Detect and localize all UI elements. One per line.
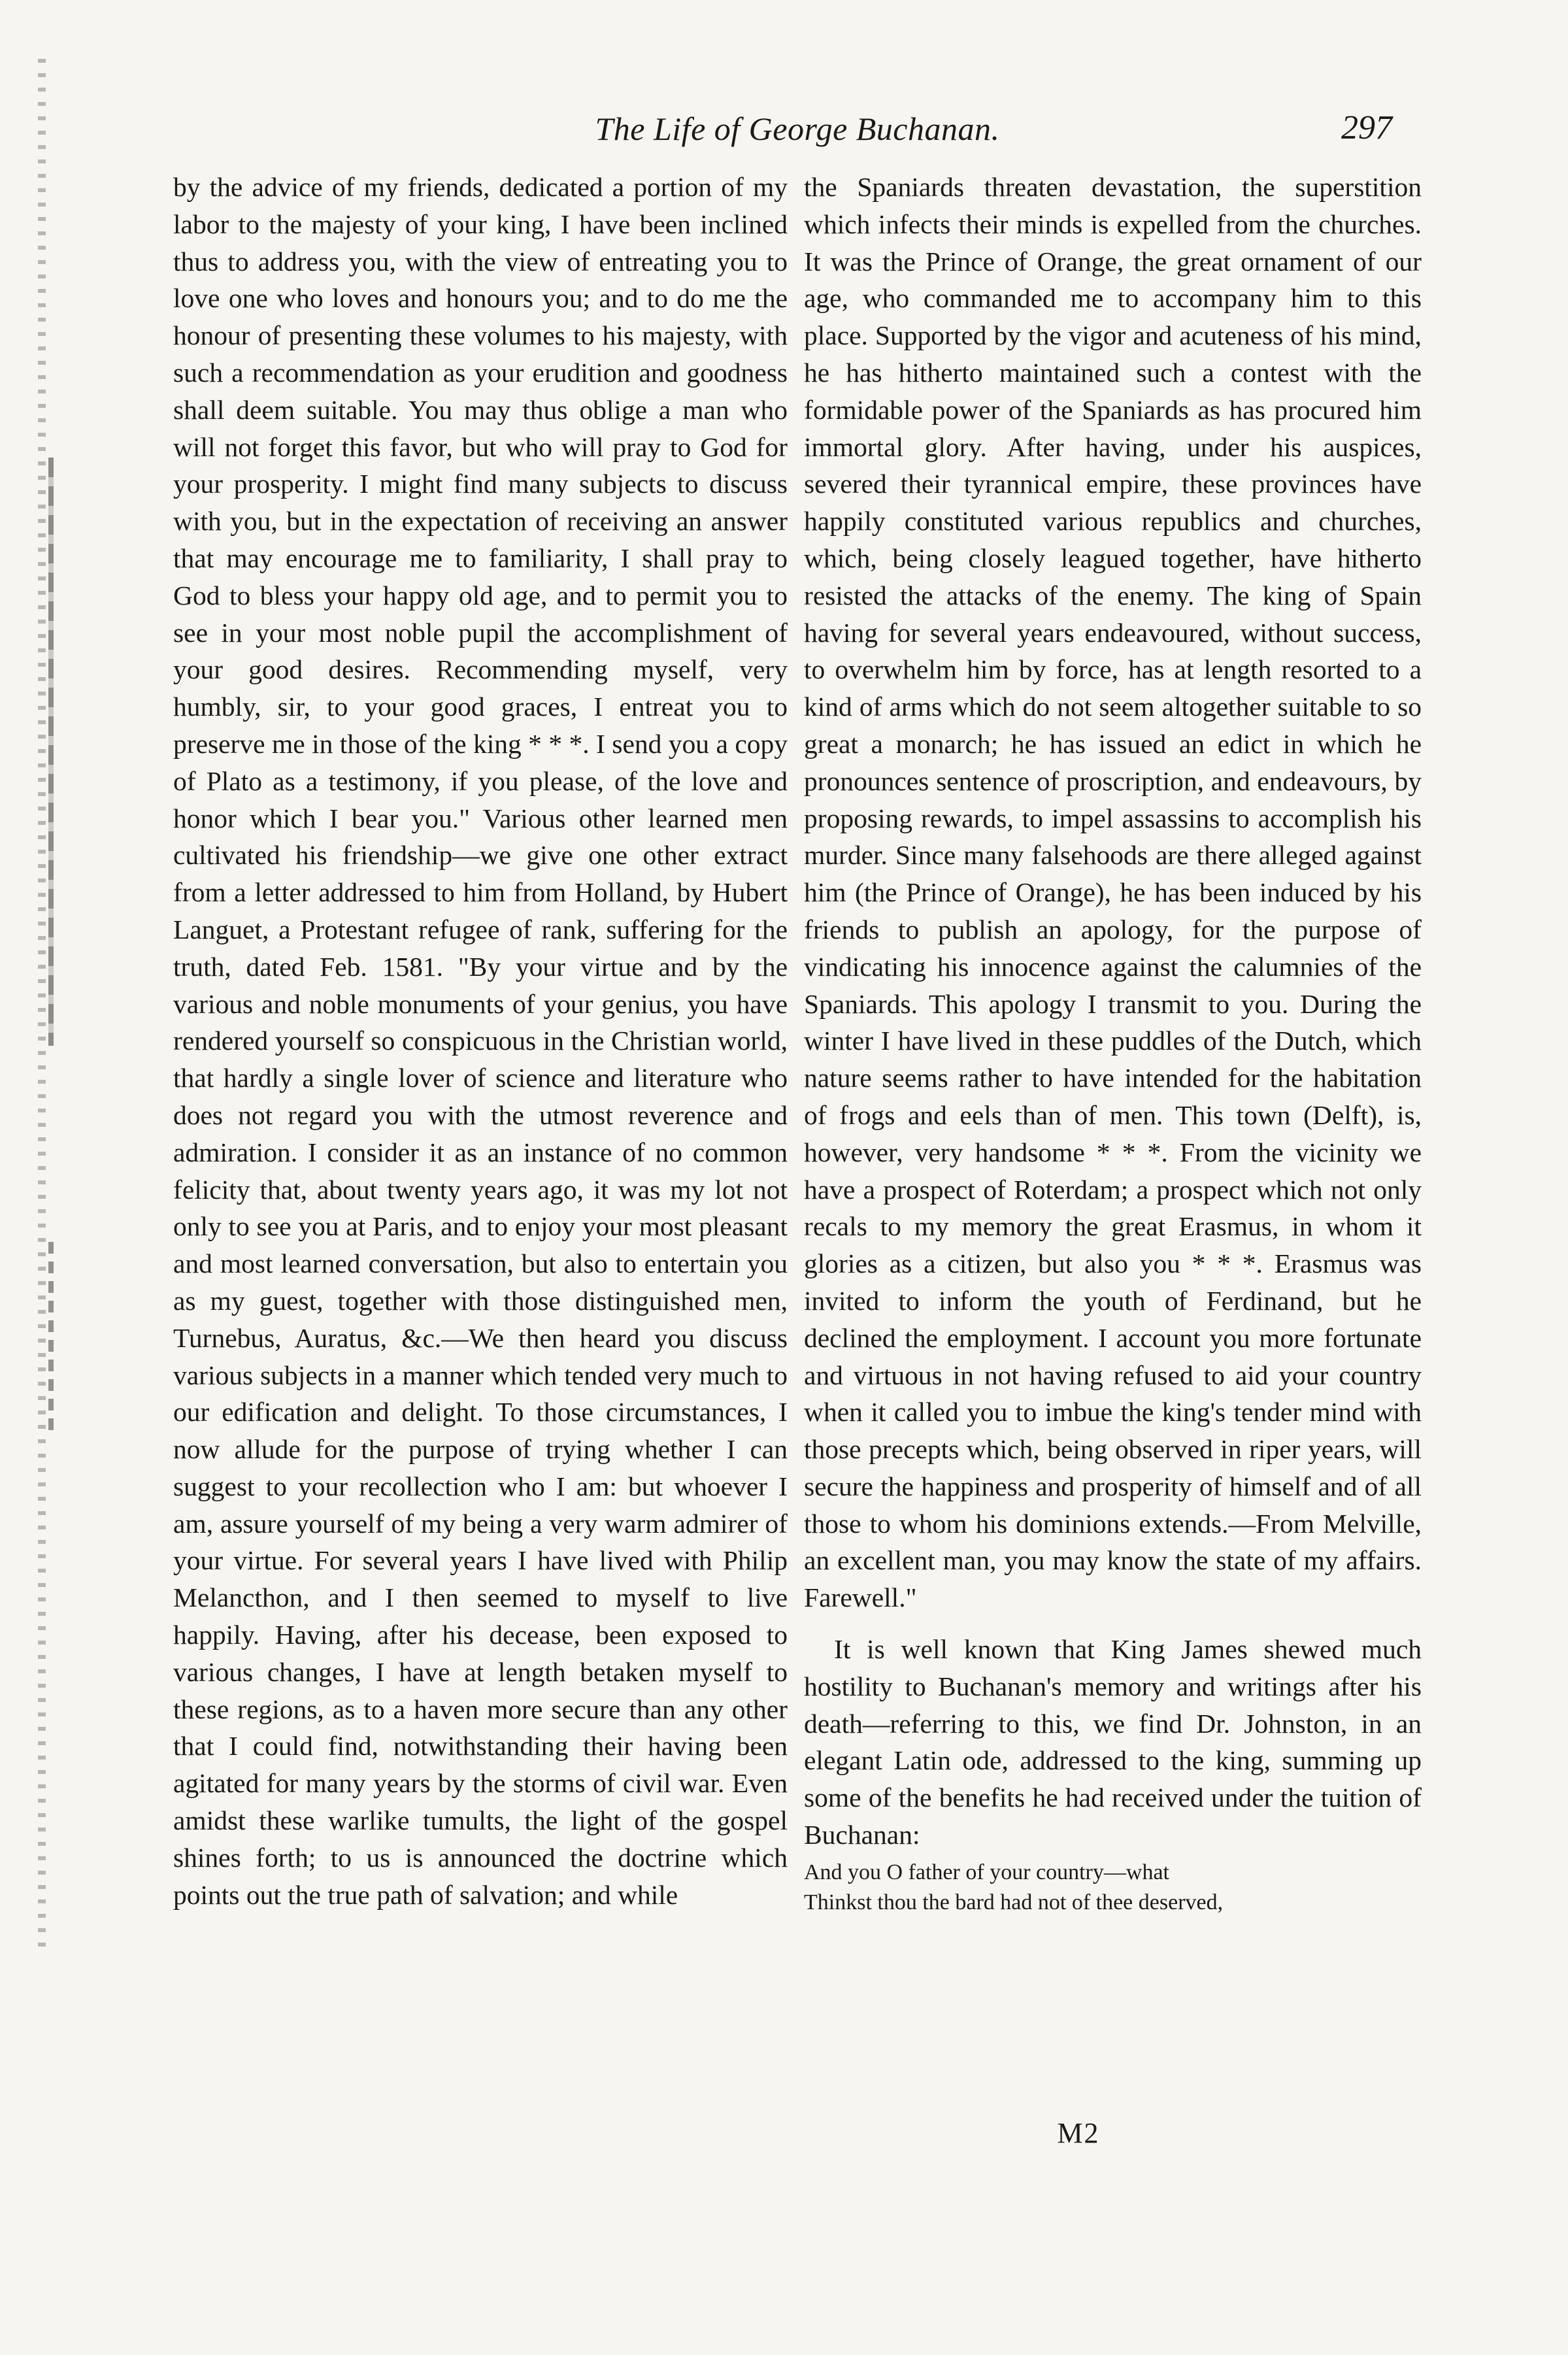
right-column-paragraph-king-james: It is well known that King James shewed much hostility to Buchanan's memory and writings after his death—referring to this, we find Dr. Johnston, in an elegant Latin ode, addressed to the king, summing up some of the benefits he had received under the tuition of Buchanan: xyxy=(804,1634,1422,1850)
page-number: 297 xyxy=(1341,109,1392,146)
scan-edge-artifact xyxy=(38,59,46,1954)
signature-mark: M2 xyxy=(1057,2117,1100,2149)
running-title: The Life of George Buchanan. xyxy=(595,110,1000,147)
verse-line-2: Thinkst thou the bard had not of thee deserved, xyxy=(804,1890,1224,1914)
right-column xyxy=(804,169,1422,1918)
scan-edge-artifact-dark xyxy=(48,458,54,1046)
scan-edge-artifact-dark-lower xyxy=(48,1242,54,1438)
left-column xyxy=(173,169,788,1913)
verse-quotation xyxy=(804,1858,1422,1918)
verse-line-1: And you O father of your country—what xyxy=(804,1860,1169,1884)
left-column-paragraph: by the advice of my friends, dedicated a portion of my labor to the majesty of your king, I have been inclined thus to address you, with the view of entreating you to love one who loves and honours you; and to do me the honour of presenting these volumes to his majesty, with such a recommendation as your erudition and goodness shall deem suitable. You may thus oblige a man who will not forget this favor, but who will pray to God for your prosperity. I might find many subjects to discuss with you, but in the expectation of receiving an answer that may encourage me to familiarity, I shall pray to God to bless your happy old age, and to permit you to see in your most noble pupil the accomplishment of your good desires. Recommending myself, very humbly, sir, to your good graces, I entreat you to preserve me in those of the king * * *. I send you a copy of Plato as a testimony, if you please, of the love and honor which I bear you." Various other learned men cultivated his friendship—we give one other extract from a letter addressed to him from Holland, by Hubert Languet, a Protestant refugee of rank, suffering for the truth, dated Feb. 1581. "By your virtue and by the various and noble monuments of your genius, you have rendered yourself so conspicuous in the Christian world, that hardly a single lover of science and literature who does not regard you with the utmost reverence and admiration. I consider it as an instance of no common felicity that, about twenty years ago, it was my lot not only to see you at Paris, and to enjoy your most pleasant and most learned conversation, but also to entertain you as my guest, together with those distinguished men, Turnebus, Auratus, &c.—We then heard you discuss various subjects in a manner which tended very much to our edification and delight. To those circumstances, I now allude for the purpose of trying whether I can suggest to your recollection who I am: but whoever I am, assure yourself of my being a very warm admirer of your virtue. For several years I have lived with Philip Melancthon, and I then seemed to myself to live happily. Having, after his decease, been exposed to various changes, I have at length betaken myself to these regions, as to a haven more secure than any other that I could find, notwithstanding their having been agitated for many years by the storms of civil war. Even amidst these warlike tumults, the light of the gospel shines forth; to us is announced the doctrine which points out the true path of salvation; and while xyxy=(173,172,788,1910)
right-column-paragraph-letter-end: the Spaniards threaten devastation, the superstition which infects their minds is expelled from the churches. It was the Prince of Orange, the great ornament of our age, who commanded me to accompany him to this place. Supported by the vigor and acuteness of his mind, he has hitherto maintained such a contest with the formidable power of the Spaniards as has procured him immortal glory. After having, under his auspices, severed their tyrannical empire, these provinces have happily constituted various republics and churches, which, being closely leagued together, have hitherto resisted the attacks of the enemy. The king of Spain having for several years endeavoured, without success, to overwhelm him by force, has at length resorted to a kind of arms which do not seem altogether suitable to so great a monarch; he has issued an edict in which he pronounces sentence of proscription, and endeavours, by proposing rewards, to impel assassins to accomplish his murder. Since many falsehoods are there alleged against him (the Prince of Orange), he has been induced by his friends to publish an apology, for the purpose of vindicating his innocence against the calumnies of the Spaniards. This apology I transmit to you. During the winter I have lived in these puddles of the Dutch, which nature seems rather to have intended for the habitation of frogs and eels than of men. This town (Delft), is, however, very handsome * * *. From the vicinity we have a prospect of Roterdam; a prospect which not only recals to my memory the great Erasmus, in whom it glories as a citizen, but also you * * *. Erasmus was invited to inform the youth of Ferdinand, but he declined the employment. I account you more fortunate and virtuous in not having refused to aid your country when it called you to imbue the king's tender mind with those precepts which, being observed in riper years, will secure the happiness and prosperity of himself and of all those to whom his dominions extends.—From Melville, an excellent man, you may know the state of my affairs. Farewell." xyxy=(804,172,1422,1613)
